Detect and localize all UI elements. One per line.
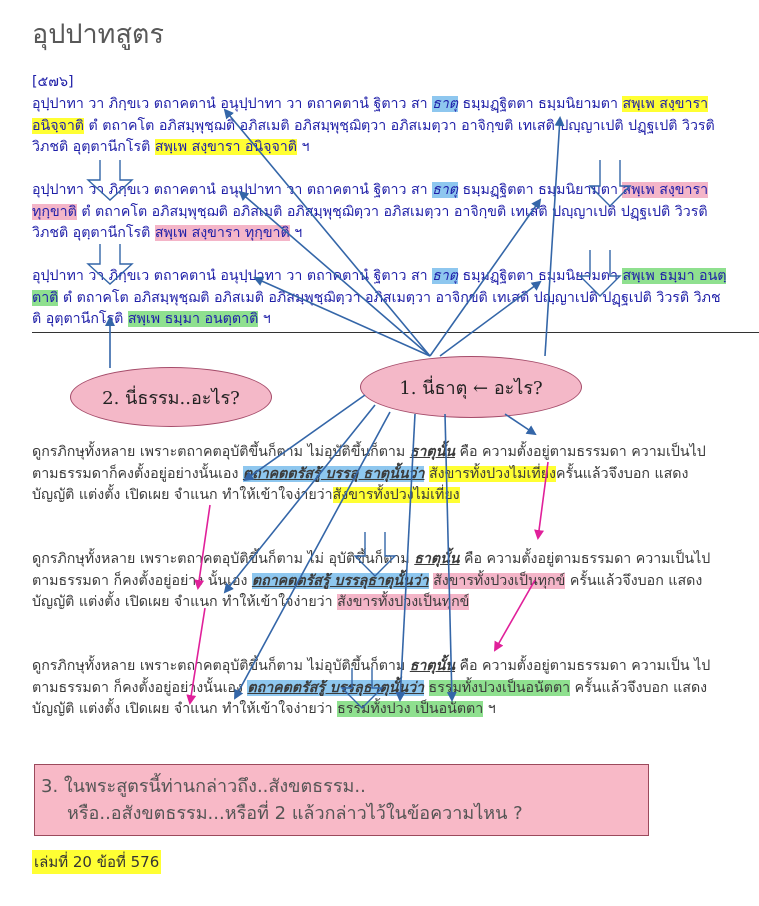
dukkha-highlight: สพฺเพ สงฺขารา ทุกฺขาติ: [32, 182, 709, 220]
arrow-q1-thai-2: [225, 405, 375, 592]
pali-text: อุปฺปาทา วา ภิกฺขเว ตถาคตานํ อนุปฺปาทา วา ตถาคตานํ ฐิตาว สา: [32, 96, 433, 112]
arrow-q1-dhatu-1: [545, 118, 560, 356]
arrow-q1-pali-2: [240, 192, 430, 356]
thai-text: ดูกรภิกษุทั้งหลาย เพราะตถาคตอุบัติขึ้นก็ตาม ไม่อุบัติขึ้นก็ตาม: [32, 658, 410, 674]
pali-text: อุปฺปาทา วา ภิกฺขเว ตถาคตานํ อนุปฺปาทา วา ตถาคตานํ ฐิตาว สา: [32, 268, 433, 284]
tathagata-highlight: ตถาคตตรัสรู้ บรรลุธาตุนั้นว่า: [247, 679, 425, 696]
thai-text: คือ ความตั้งอยู่ตามธรรมดา ความเป็นไปตามธรรมดา ก็คงตั้งอยู่อย่าง นั้นเอง: [32, 551, 711, 589]
anicca-highlight: สังขารทั้งปวงไม่เที่ยง: [428, 465, 556, 482]
dukkha-highlight: สังขารทั้งปวงเป็นทุกข์: [337, 594, 470, 610]
dhatu-highlight: ธาตุ: [432, 182, 458, 198]
tathagata-highlight: ตถาคตตรัสรู้ บรรลุ ธาตุนั้นว่า: [242, 465, 425, 482]
thai-text: ฯ: [483, 701, 496, 717]
pali-text: ธมฺมฏฺฐิตตา ธมฺมนิยามตา: [457, 96, 623, 112]
question-1-text: 1. นี่ธาตุ ← อะไร?: [399, 377, 543, 399]
anatta-highlight: ธรรมทั้งปวง เป็นอนัตตา: [337, 701, 484, 717]
arrow-q1-dhatu-term: [505, 414, 535, 434]
pali-text: อุปฺปาทา วา ภิกฺขเว ตถาคตานํ อนุปฺปาทา วา ตถาคตานํ ฐิตาว สา: [32, 182, 433, 198]
arrow-tathagata-magenta-2: [190, 608, 205, 703]
dhatu-term: ธาตุนั้น: [409, 658, 455, 674]
block-arrow-5: [355, 532, 395, 576]
anicca-highlight: สพฺเพ สงฺขารา อนิจฺจาติ: [32, 96, 709, 134]
thai-text: ดูกรภิกษุทั้งหลาย เพราะตถาคตอุบัติขึ้นก็ตาม ไม่ อุบัติขึ้นก็ตาม: [32, 551, 415, 567]
block-arrow-2: [88, 244, 132, 284]
dhatu-highlight: ธาตุ: [432, 268, 458, 284]
thai-text: ครั้นแล้วจึงบอก แสดง บัญญัติ แต่งตั้ง เปิดเผย จำแนก ทำให้เข้าใจง่ายว่า: [32, 679, 708, 717]
arrow-q1-dhatu-2: [430, 200, 540, 356]
pali-text: ตํ ตถาคโต อภิสมฺพุชฺฌติ อภิสเมติ อภิสมฺพุชฺฌิตฺวา อภิสเมตฺวา อาจิกฺขติ เทเสติ ปญฺญาเปติ ปฏฺฐเปติ วิวรติ วิภชติ อุตฺตานีกโรติ: [32, 203, 708, 241]
thai-text: คือ ความตั้งอยู่ตามธรรมดา ความเป็นไปตามธรรมดาก็คงตั้งอยู่อย่างนั้นเอง: [32, 444, 706, 482]
arrow-q1-thai-4: [400, 414, 415, 700]
arrow-q1-thai-1: [245, 395, 365, 480]
dukkha-highlight: สพฺเพ สงฺขารา ทุกฺขาติ: [154, 225, 290, 241]
question-3-line-2: หรือ..อสังขตธรรม...หรือที่ 2 แล้วกล่าวไว้ในข้อความไหน ?: [67, 803, 523, 824]
arrow-dhatu-magenta-1: [538, 462, 548, 538]
arrow-q1-pali-1: [225, 110, 430, 356]
question-2-text: 2. นี่ธรรม..อะไร?: [102, 387, 240, 409]
pali-text: ฯ: [296, 139, 310, 155]
block-arrow-6: [342, 668, 382, 708]
tathagata-highlight: ตถาคตตรัสรู้ บรรลุธาตุนั้นว่า: [251, 572, 429, 589]
pali-text: ตํ ตถาคโต อภิสมฺพุชฺฌติ อภิสเมติ อภิสมฺพุชฺฌิตฺวา อภิสเมตฺวา อาจิกฺขติ เทเสติ ปญฺญาเปติ ปฏฺฐเปติ วิวรติ วิภชติ อุตฺตานีกโรติ: [32, 117, 715, 155]
arrow-tathagata-magenta-1: [198, 505, 210, 588]
question-3-line-1: 3. ในพระสูตรนี้ท่านกล่าวถึง..สังขตธรรม..: [41, 776, 366, 797]
thai-text: คือ ความตั้งอยู่ตามธรรมดา ความเป็น ไปตามธรรมดา ก็คงตั้งอยู่อย่างนั้นเอง: [32, 658, 711, 696]
arrow-dhatu-magenta-2: [495, 580, 535, 650]
anatta-highlight: สพฺเพ ธมฺมา อนตฺตาติ: [32, 268, 727, 306]
block-arrow-1: [88, 160, 132, 200]
block-arrow-3: [590, 160, 630, 206]
anicca-highlight: สพฺเพ สงฺขารา อนิจฺจาติ: [154, 139, 297, 155]
pali-text: ฯ: [258, 311, 271, 327]
dhatu-highlight: ธาตุ: [432, 96, 458, 112]
pali-text: ตํ ตถาคโต อภิสมฺพุชฺฌติ อภิสเมติ อภิสมฺพุชฺฌิตฺวา อภิสเมตฺวา อาจิกฺขติ เทเสติ ปญฺญาเปติ ปฏฺฐเปติ วิวรติ วิภชติ อุตฺตานีกโรติ: [32, 289, 721, 327]
thai-text: ครั้นแล้วจึงบอก แสดง บัญญัติ แต่งตั้ง เปิดเผย จำแนก ทำให้เข้าใจง่ายว่า: [32, 572, 703, 610]
thai-text: ครั้นแล้วจึงบอก แสดง บัญญัติ แต่งตั้ง เปิดเผย จำแนก ทำให้เข้าใจง่ายว่า: [32, 465, 689, 503]
pali-text: ฯ: [289, 225, 303, 241]
arrow-q1-pali-3: [255, 278, 430, 356]
pali-text: ธมฺมฏฺฐิตตา ธมฺมนิยามตา: [457, 268, 623, 284]
thai-text: ดูกรภิกษุทั้งหลาย เพราะตถาคตอุบัติขึ้นก็ตาม ไม่อุบัติขึ้นก็ตาม: [32, 444, 410, 460]
anatta-highlight: สพฺเพ ธมฺมา อนตฺตาติ: [127, 311, 259, 327]
arrow-q1-dhatu-3: [440, 282, 540, 356]
arrow-q1-thai-3: [235, 412, 390, 698]
pali-text: ธมฺมฏฺฐิตตา ธมฺมนิยามตา: [457, 182, 623, 198]
anicca-highlight: สังขารทั้งปวงไม่เที่ยง: [332, 487, 460, 503]
anatta-highlight: ธรรมทั้งปวงเป็นอนัตตา: [428, 679, 571, 696]
arrow-q1-thai-5: [445, 414, 452, 700]
dhatu-term: ธาตุนั้น: [414, 551, 460, 567]
reference-label: เล่มที่ 20 ข้อที่ 576: [32, 850, 161, 874]
verse-number: [๕๗๖]: [32, 74, 74, 90]
block-arrow-4: [580, 250, 620, 296]
dukkha-highlight: สังขารทั้งปวงเป็นทุกข์: [433, 572, 566, 589]
dhatu-term: ธาตุนั้น: [409, 444, 455, 460]
page-title: อุปปาทสูตร: [32, 19, 164, 50]
